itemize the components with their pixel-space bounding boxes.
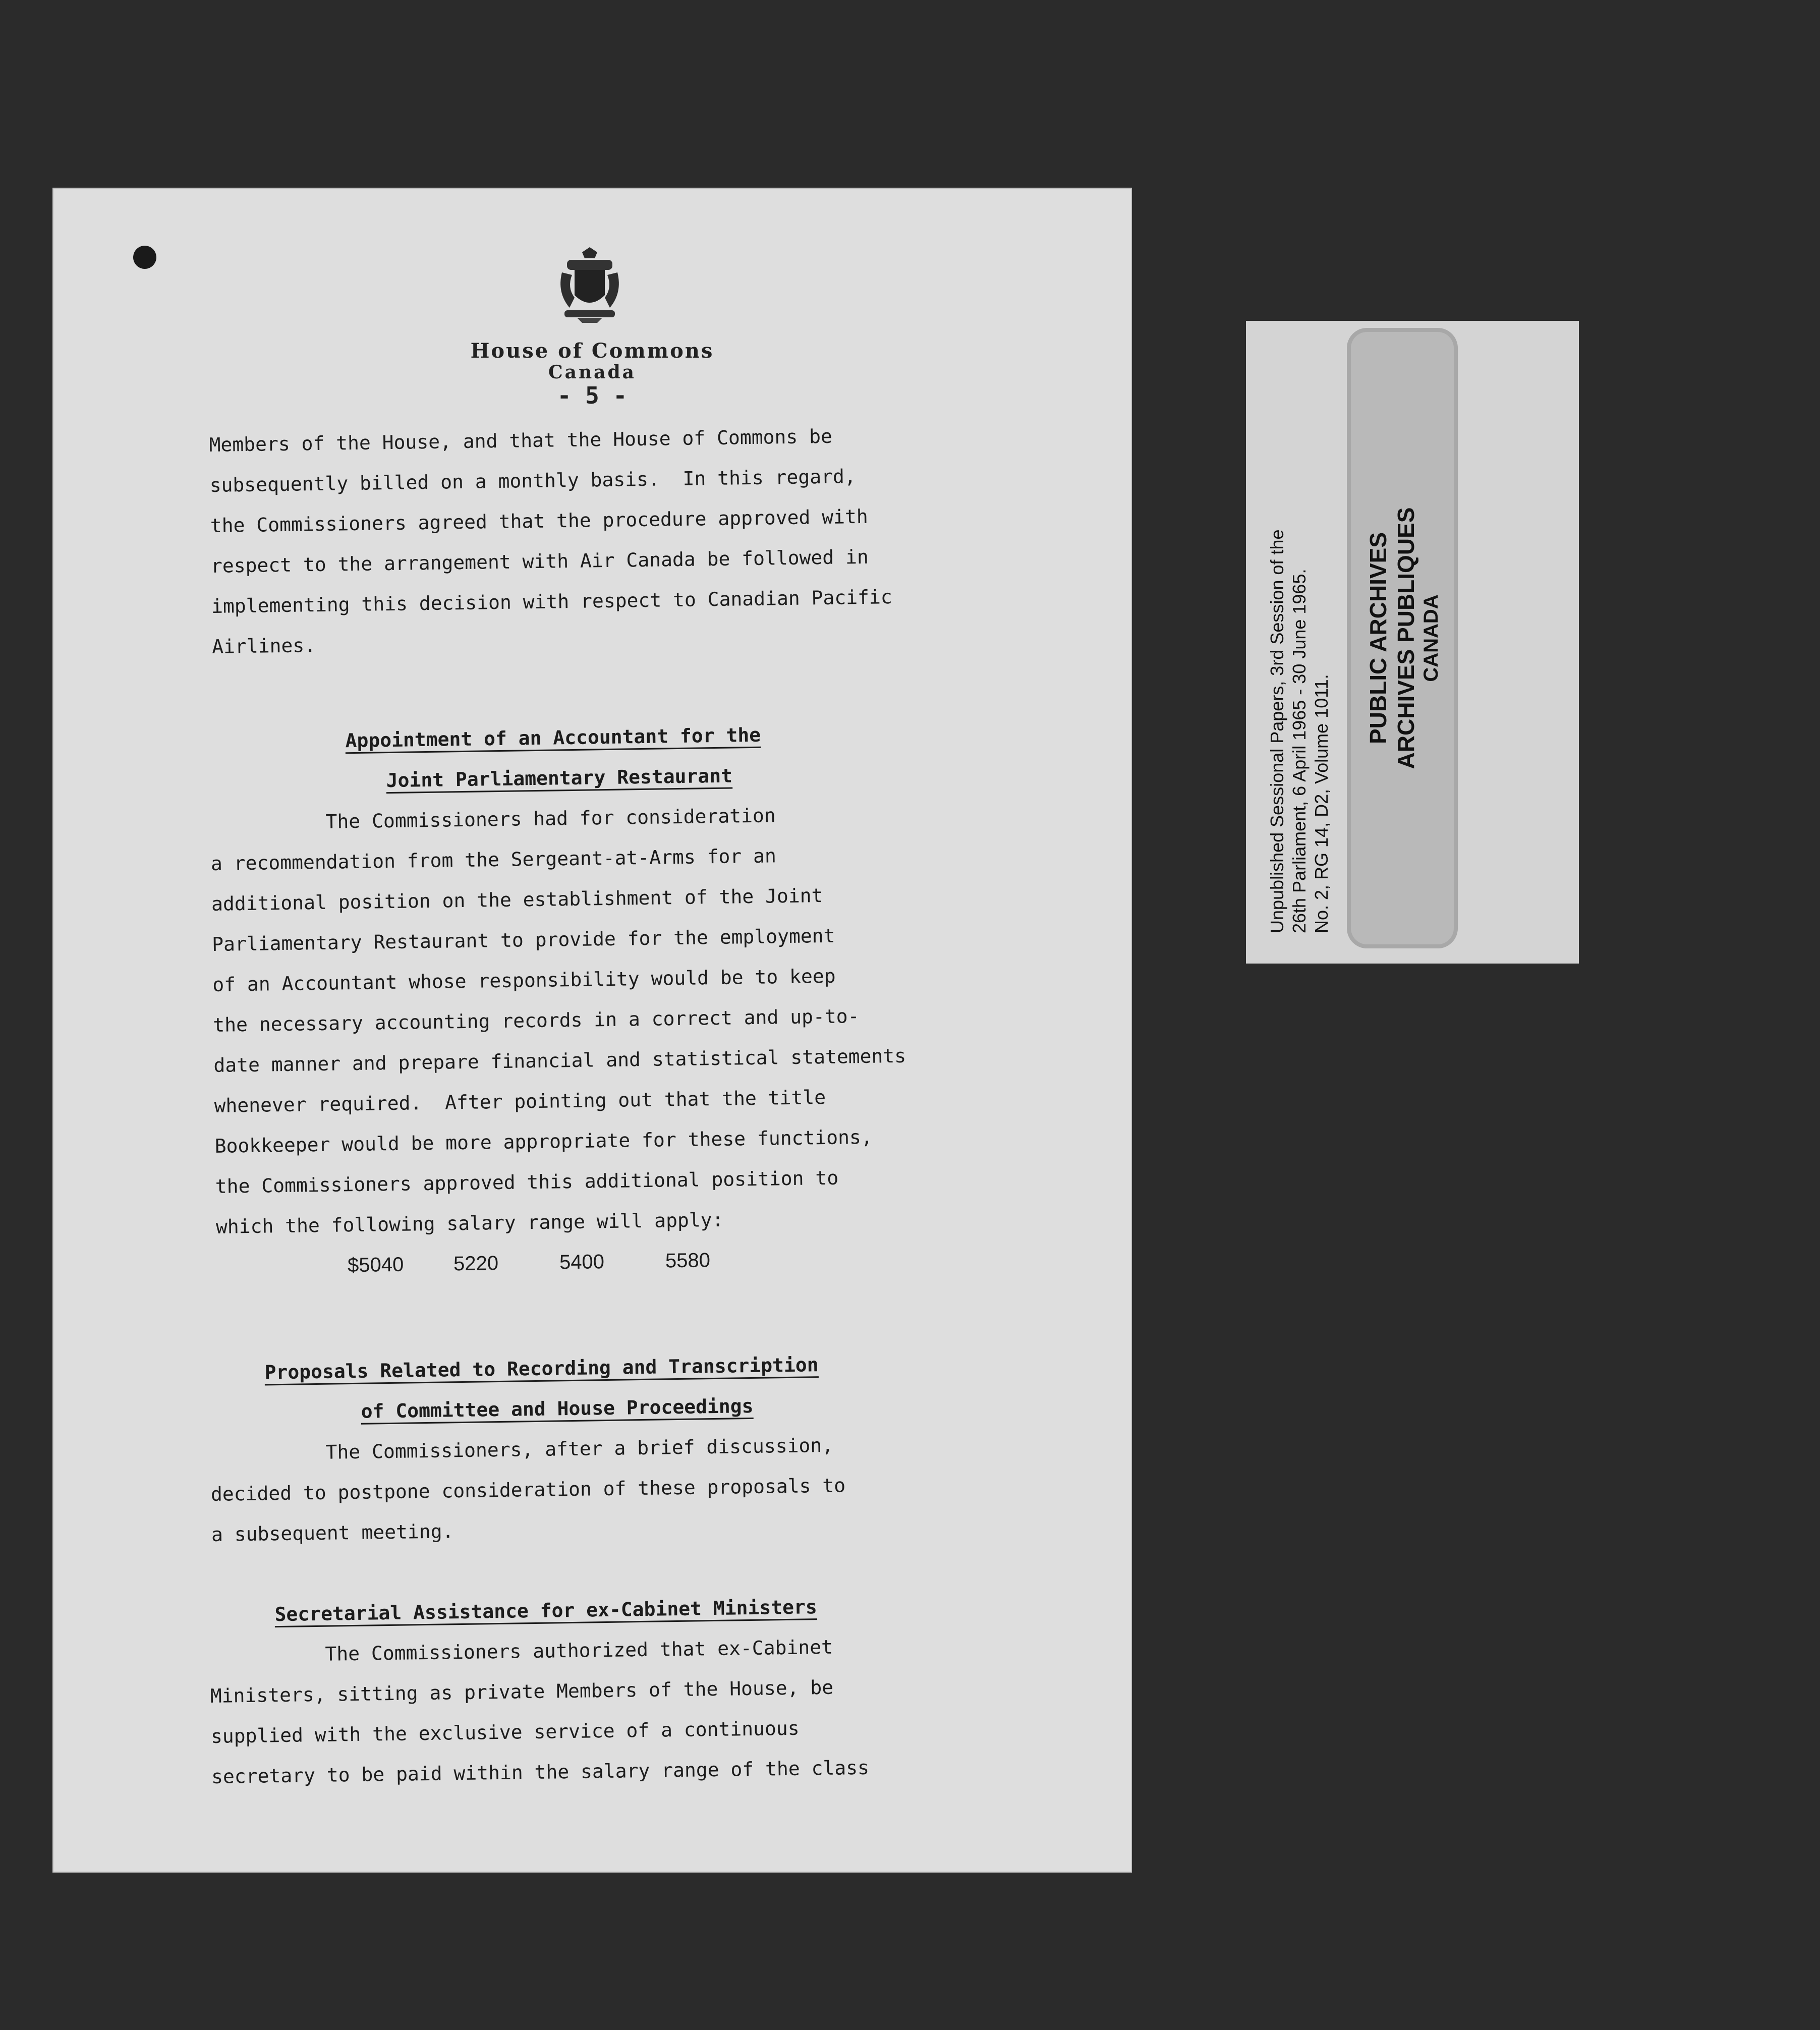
section-secretarial [209, 1583, 1109, 1797]
paragraph-line: subsequently billed on a monthly basis. In this regard, [209, 465, 857, 496]
salary-value: 5580 [665, 1249, 711, 1272]
paragraph-line: Members of the House, and that the House of Commons be [209, 425, 833, 456]
citation-line: Unpublished Sessional Papers, 3rd Session of the [1267, 529, 1287, 933]
paragraph-line: The Commissioners authorized that ex-Cabinet [209, 1636, 833, 1667]
paragraph-line: Parliamentary Restaurant to provide for the employment [211, 924, 835, 955]
paragraph-line: a recommendation from the Sergeant-at-Arms for an [210, 844, 777, 875]
archives-stamp [1347, 328, 1458, 948]
section-accountant [209, 710, 1114, 1287]
paragraph-line: Airlines. [211, 634, 316, 658]
paragraph-line: whenever required. After pointing out that the title [214, 1086, 826, 1117]
section-heading: Proposals Related to Recording and Transcription [264, 1354, 819, 1384]
stamp-line: ARCHIVES PUBLIQUES [1393, 507, 1419, 769]
paragraph-line: Ministers, sitting as private Members of the House, be [210, 1676, 834, 1707]
paragraph-line: date manner and prepare financial and statistical statements [213, 1044, 906, 1077]
paragraph-line: a subsequent meeting. [211, 1520, 454, 1546]
paragraph-line: respect to the arrangement with Air Canada be followed in [210, 545, 869, 577]
letterhead-title: House of Commons [470, 339, 714, 363]
coat-of-arms-icon [557, 247, 622, 323]
paragraph-line: of an Accountant whose responsibility would be to keep [212, 965, 836, 996]
page-number: - 5 - [557, 382, 628, 409]
document-page [52, 188, 1132, 1873]
paragraph-line: which the following salary range will apply: [215, 1208, 724, 1238]
punch-hole [133, 246, 156, 269]
salary-value: $5040 [347, 1253, 404, 1277]
section-proposals [209, 1340, 1109, 1555]
archive-citation [1266, 338, 1333, 933]
intro-paragraph [209, 412, 1110, 667]
paragraph-line: secretary to be paid within the salary range of the class [211, 1756, 870, 1788]
section-heading: Secretarial Assistance for ex-Cabinet Ministers [274, 1596, 818, 1626]
paragraph-line: decided to postpone consideration of these proposals to [210, 1474, 846, 1505]
citation-line: 26th Parliament, 6 April 1965 - 30 June 1965. [1289, 569, 1310, 933]
section-heading: Joint Parliamentary Restaurant [386, 764, 733, 792]
salary-value: 5220 [453, 1252, 499, 1275]
section-heading: of Committee and House Proceedings [361, 1394, 754, 1423]
salary-value: 5400 [559, 1251, 605, 1274]
paragraph-line: implementing this decision with respect to Canadian Pacific [211, 586, 893, 617]
paragraph-line: additional position on the establishment of the Joint [211, 884, 823, 915]
archive-label-card [1246, 321, 1579, 964]
paragraph-line: The Commissioners had for consideration [210, 804, 776, 834]
paragraph-line: the Commissioners agreed that the procedure approved with [210, 505, 869, 537]
stamp-line: PUBLIC ARCHIVES [1365, 532, 1391, 744]
paragraph-line: The Commissioners, after a brief discussion, [210, 1434, 834, 1465]
letterhead-subtitle: Canada [548, 362, 636, 383]
paragraph-line: Bookkeeper would be more appropriate for these functions, [214, 1125, 873, 1157]
paragraph-line: supplied with the exclusive service of a continuous [210, 1717, 800, 1747]
paragraph-line: the Commissioners approved this additional position to [215, 1166, 839, 1198]
paragraph-line: the necessary accounting records in a correct and up-to- [213, 1005, 860, 1036]
section-heading: Appointment of an Accountant for the [345, 723, 761, 752]
stamp-line: CANADA [1420, 594, 1442, 682]
citation-line: No. 2, RG 14, D2, Volume 1011. [1311, 674, 1332, 933]
